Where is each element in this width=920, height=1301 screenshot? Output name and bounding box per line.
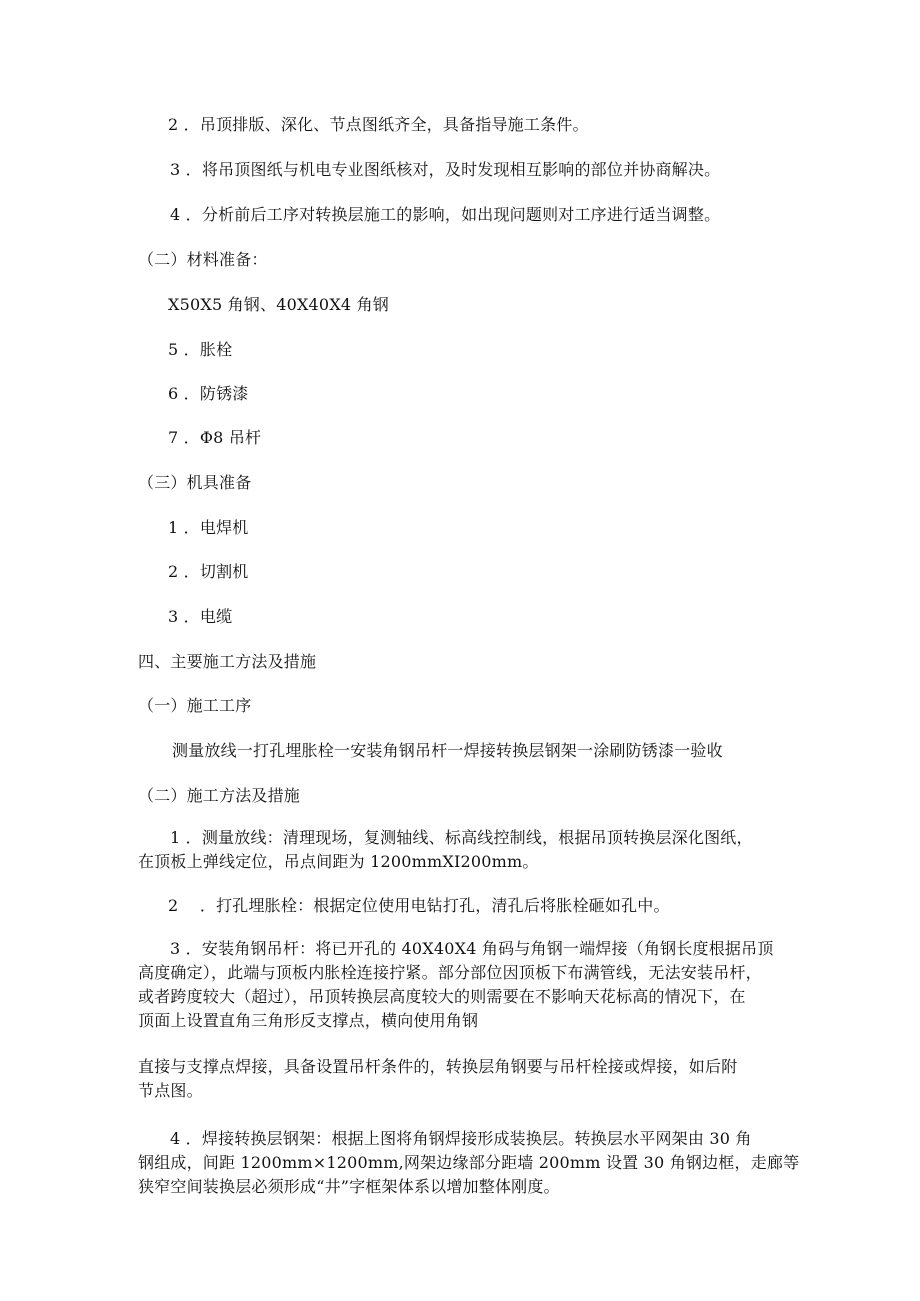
paragraph-survey-layout: 1 ．测量放线：清理现场，复测轴线、标高线控制线，根据吊顶转换层深化图纸， 在顶板上弹线定位，吊点间距为 1200mmXI200mm。	[138, 828, 753, 871]
paragraph-drill-anchor: 2 ．打孔埋胀栓：根据定位使用电钻打孔，清孔后将胀栓砸如孔中。	[168, 896, 670, 915]
item-angle-steel: X50X5 角钢、40X40X4 角钢	[168, 295, 389, 314]
item-6-antirust-paint: 6 ．防锈漆	[168, 384, 249, 403]
paragraph-support-welding: 直接与支撑点焊接，具备设置吊杆条件的，转换层角钢要与吊杆栓接或焊接，如后附 节点图。	[138, 1057, 738, 1100]
heading-process: （一）施工工序	[138, 696, 252, 715]
item-1-welder: 1 ．电焊机	[168, 518, 249, 537]
item-3-cable: 3 ．电缆	[168, 607, 233, 626]
item-7-hanger-rod: 7 ．Φ8 吊杆	[168, 428, 262, 447]
item-2-drawings: 2 ．吊顶排版、深化、节点图纸齐全，具备指导施工条件。	[168, 115, 589, 134]
paragraph-install-hangers: 3 ．安装角钢吊杆：将已开孔的 40X40X4 角码与角钢一端焊接（角钢长度根据吊顶 高度确定），此端与顶板内胀栓连接拧紧。部分部位因顶板下布满管线，无法安装吊杆， 或者跨度较大（超过），吊顶转换层高度较大的则需要在不影响天花标高的情况下，在 顶面上设置直角三角形反支撑点，横向使用角钢	[138, 939, 774, 1030]
paragraph-weld-frame: 4 ．焊接转换层钢架：根据上图将角钢焊接形成装换层。转换层水平网架由 30 角 钢组成，间距 1200mm×1200mm,网架边缘部分距墙 200mm 设置 30 角钢边框，走廊等 狭窄空间装换层必须形成“井”字框架体系以增加整体刚度。	[138, 1129, 800, 1196]
process-flow: 测量放线一打孔埋胀栓一安装角钢吊杆一焊接转换层钢架一涂刷防锈漆一验收	[172, 741, 723, 760]
heading-methods-measures: （二）施工方法及措施	[138, 786, 301, 805]
item-4-sequence: 4 ．分析前后工序对转换层施工的影响，如出现问题则对工序进行适当调整。	[170, 205, 721, 224]
item-5-anchor-bolt: 5 ．胀栓	[168, 340, 233, 359]
heading-materials: （二）材料准备：	[138, 250, 268, 269]
item-3-coordination: 3 ．将吊顶图纸与机电专业图纸核对，及时发现相互影响的部位并协商解决。	[170, 160, 721, 179]
heading-tools: （三）机具准备	[138, 473, 252, 492]
heading-main-methods: 四、主要施工方法及措施	[138, 652, 317, 671]
item-2-cutter: 2 ．切割机	[168, 562, 249, 581]
